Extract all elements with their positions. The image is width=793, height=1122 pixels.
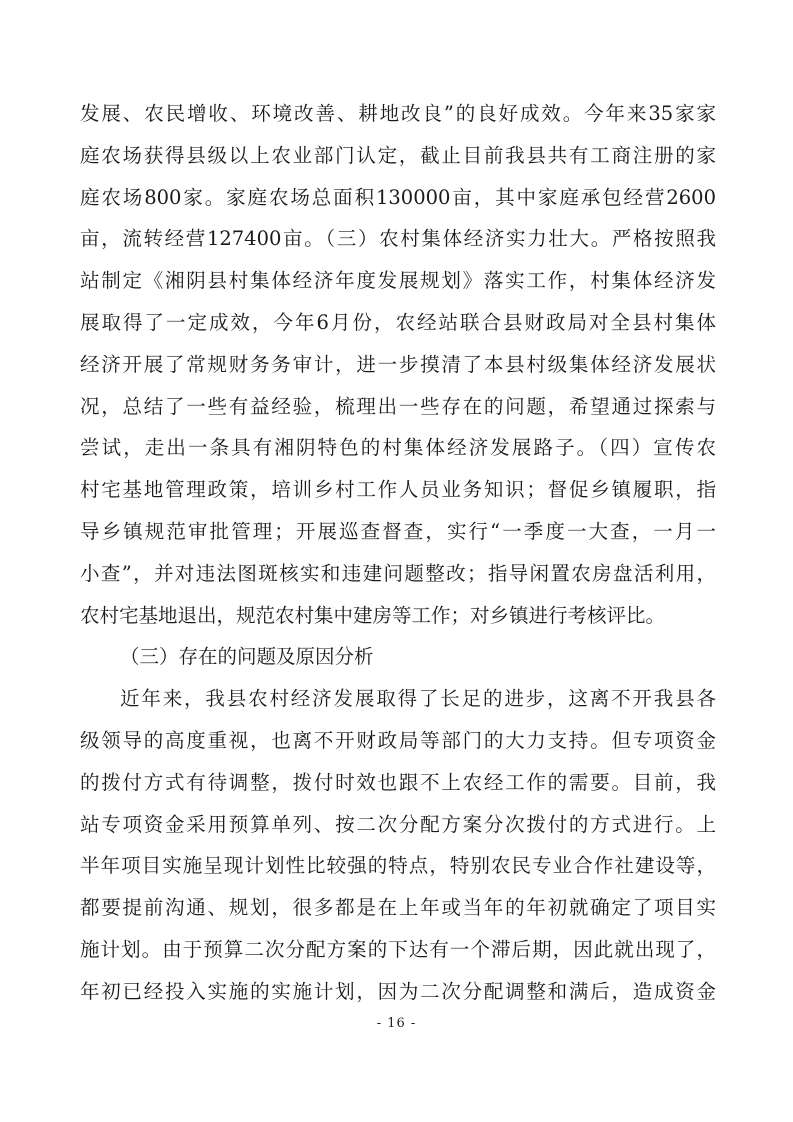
paragraph-line: 导乡镇规范审批管理；开展巡查督查，实行“一季度一大查，一月一 — [80, 519, 716, 543]
paragraph-line: 况，总结了一些有益经验，梳理出一些存在的问题，希望通过探索与 — [80, 394, 716, 418]
section-heading: （三）存在的问题及原因分析 — [120, 645, 374, 669]
paragraph-line: 近年来，我县农村经济发展取得了长足的进步，这离不开我县各 — [120, 687, 716, 711]
paragraph-line: 庭农场获得县级以上农业部门认定，截止目前我县共有工商注册的家 — [80, 143, 716, 167]
paragraph-line: 级领导的高度重视，也离不开财政局等部门的大力支持。但专项资金 — [80, 728, 716, 752]
paragraph-line: 施计划。由于预算二次分配方案的下达有一个滞后期，因此就出现了， — [80, 937, 716, 961]
paragraph-line: 庭农场800家。家庭农场总面积130000亩，其中家庭承包经营2600 — [80, 185, 716, 209]
paragraph-line: 展取得了一定成效，今年6月份，农经站联合县财政局对全县村集体 — [80, 310, 716, 334]
paragraph-line: 农村宅基地退出，规范农村集中建房等工作；对乡镇进行考核评比。 — [80, 603, 666, 627]
paragraph-line: 尝试，走出一条具有湘阴特色的村集体经济发展路子。（四）宣传农 — [80, 436, 716, 460]
paragraph-line: 半年项目实施呈现计划性比较强的特点，特别农民专业合作社建设等， — [80, 854, 716, 878]
paragraph-line: 村宅基地管理政策，培训乡村工作人员业务知识；督促乡镇履职，指 — [80, 478, 716, 502]
paragraph-line: 年初已经投入实施的实施计划，因为二次分配调整和满后，造成资金 — [80, 979, 716, 1003]
paragraph-line: 亩，流转经营127400亩。（三）农村集体经济实力壮大。严格按照我 — [80, 227, 716, 251]
body-text — [80, 93, 716, 1013]
paragraph-line: 小查”，并对违法图斑核实和违建问题整改；指导闲置农房盘活利用， — [80, 561, 716, 585]
page-number: - 16 - — [376, 1016, 417, 1031]
paragraph-line: 发展、农民增收、环境改善、耕地改良”的良好成效。今年来35家家 — [80, 102, 716, 125]
paragraph-line: 的拨付方式有待调整，拨付时效也跟不上农经工作的需要。目前，我 — [80, 770, 716, 794]
paragraph-line: 经济开展了常规财务务审计，进一步摸清了本县村级集体经济发展状 — [80, 352, 716, 376]
paragraph-line: 站制定《湘阴县村集体经济年度发展规划》落实工作，村集体经济发 — [80, 269, 716, 293]
paragraph-line: 都要提前沟通、规划，很多都是在上年或当年的年初就确定了项目实 — [80, 896, 716, 920]
paragraph-line: 站专项资金采用预算单列、按二次分配方案分次拨付的方式进行。上 — [80, 812, 716, 836]
